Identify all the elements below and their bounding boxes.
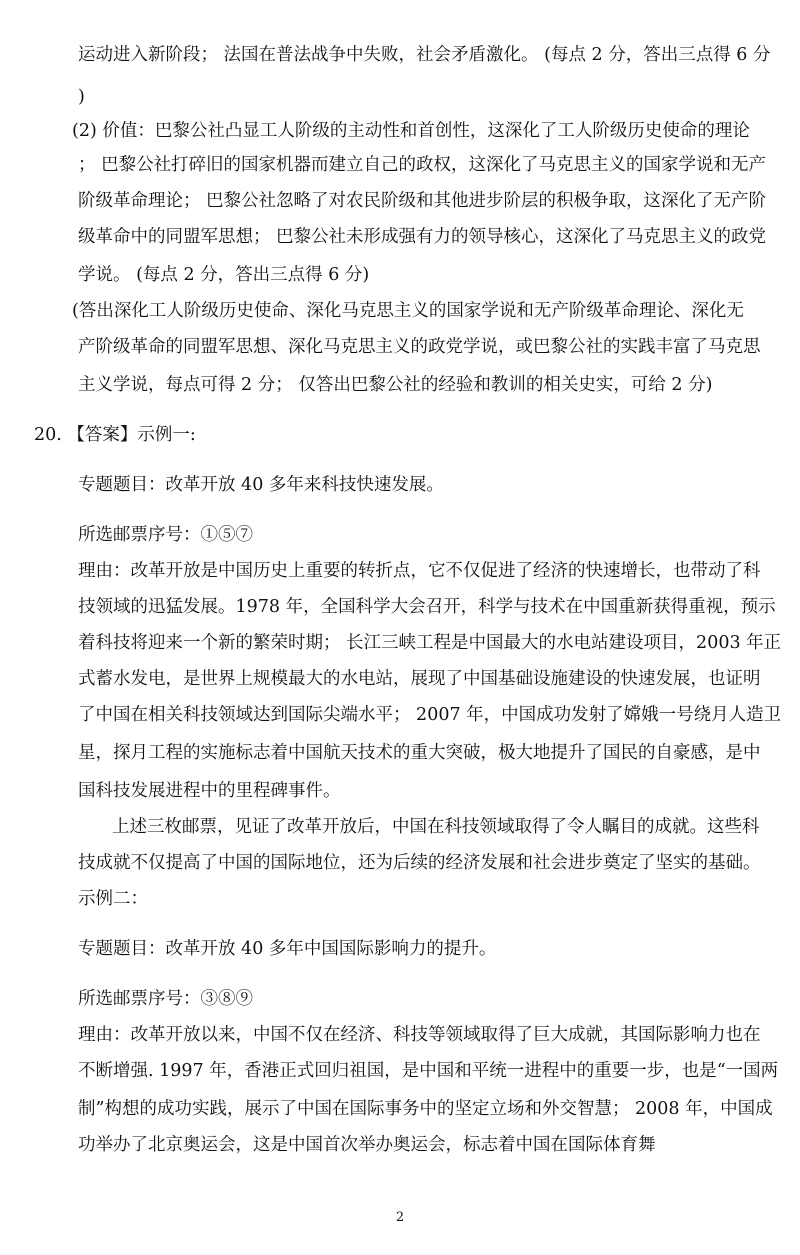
text-line: 国科技发展进程中的里程碑事件。	[78, 781, 341, 801]
text-line: 功举办了北京奥运会，这是中国首次举办奥运会，标志着中国在国际体育舞	[78, 1135, 656, 1155]
text-line: )	[78, 87, 85, 107]
topic-title: 专题题目：改革开放 40 多年中国国际影响力的提升。	[78, 939, 497, 959]
text-line: 学说。 (每点 2 分，答出三点得 6 分)	[78, 265, 370, 285]
text-line: 阶级革命理论； 巴黎公社忽略了对农民阶级和其他进步阶层的积极争取，这深化了无产阶	[78, 191, 767, 211]
text-line: 技成就不仅提高了中国的国际地位，还为后续的经济发展和社会进步奠定了坚实的基础。	[78, 853, 761, 873]
text-line: 星，探月工程的实施标志着中国航天技术的重大突破，极大地提升了国民的自豪感，是中	[78, 743, 761, 763]
text-line: 理由：改革开放是中国历史上重要的转折点，它不仅促进了经济的快速增长，也带动了科	[78, 561, 761, 581]
text-line: 主义学说，每点可得 2 分； 仅答出巴黎公社的经验和教训的相关史实，可给 2 分)	[78, 375, 713, 395]
text-line: 理由：改革开放以来，中国不仅在经济、科技等领域取得了巨大成就，其国际影响力也在	[78, 1025, 761, 1045]
text-line: 着科技将迎来一个新的繁荣时期； 长江三峡工程是中国最大的水电站建设项目，2003 年正	[78, 633, 782, 653]
text-line: 运动进入新阶段； 法国在普法战争中失败，社会矛盾激化。 (每点 2 分，答出三点得 6 分	[78, 45, 771, 65]
text-line: ； 巴黎公社打碎旧的国家机器而建立自己的政权，这深化了马克思主义的国家学说和无产	[78, 155, 767, 175]
text-line: 技领域的迅猛发展。1978 年，全国科学大会召开，科学与技术在中国重新获得重视，预示	[78, 597, 776, 617]
topic-title: 专题题目：改革开放 40 多年来科技快速发展。	[78, 475, 444, 495]
page-number: 2	[395, 1210, 405, 1225]
text-line: 不断增强. 1997 年，香港正式回归祖国，是中国和平统一进程中的重要一步，也是“一国两	[78, 1061, 779, 1081]
text-line: 产阶级革命的同盟军思想、深化马克思主义的政党学说，或巴黎公社的实践丰富了马克思	[78, 337, 761, 357]
stamp-selection: 所选邮票序号：③⑧⑨	[78, 989, 253, 1009]
text-line: 级革命中的同盟军思想； 巴黎公社未形成强有力的领导核心，这深化了马克思主义的政党	[78, 227, 767, 247]
stamp-selection: 所选邮票序号：①⑤⑦	[78, 525, 253, 545]
example-heading: 示例二：	[78, 889, 148, 909]
text-line: 了中国在相关科技领域达到国际尖端水平； 2007 年，中国成功发射了嫦娥一号绕月人造卫	[78, 705, 782, 725]
text-line: 上述三枚邮票，见证了改革开放后，中国在科技领域取得了令人瞩目的成就。这些科	[112, 817, 760, 837]
text-line: 式蓄水发电，是世界上规模最大的水电站，展现了中国基础设施建设的快速发展，也证明	[78, 669, 761, 689]
text-line: 制”构想的成功实践，展示了中国在国际事务中的坚定立场和外交智慧； 2008 年，中国成	[78, 1099, 773, 1119]
question-heading: 20. 【答案】示例一:	[34, 425, 196, 445]
text-line: (2) 价值：巴黎公社凸显工人阶级的主动性和首创性，这深化了工人阶级历史使命的理论	[72, 121, 750, 141]
text-line: (答出深化工人阶级历史使命、深化马克思主义的国家学说和无产阶级革命理论、深化无	[72, 301, 744, 321]
